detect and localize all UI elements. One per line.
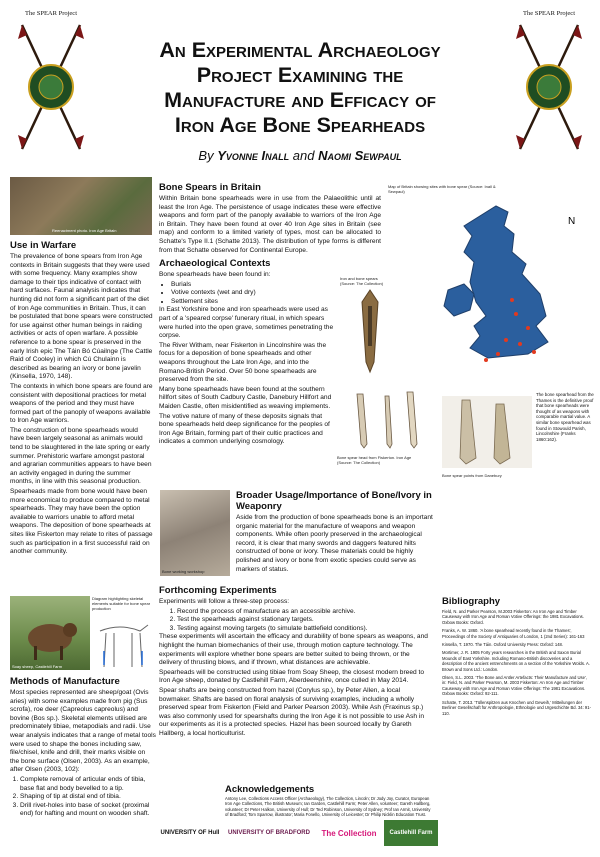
logo-the-collection	[318, 820, 380, 846]
methods-step-1: 1. Complete removal of articular ends of tibia, base flat and body bevelled to a tip.	[20, 776, 156, 793]
bone-points-figure	[442, 396, 532, 481]
contexts-bullet-1: • Burials	[171, 281, 335, 290]
logo-right	[508, 10, 590, 162]
warfare-p3: The construction of bone spearheads would have been largely seasonal as animals would tend to be slaughtered in the late spring or early summer. Prehistoric warfare amongst pastoral and agrarian communities appears to have been an activity engaged in during the summer months, in line with this seasonal production.	[10, 426, 152, 486]
contexts-p1: In East Yorkshire bone and iron spearheads were used as part of a 'speared corpse' funerary ritual, in which spears were hurled into the open grave, sometimes penetrating the corpse.	[159, 306, 334, 340]
thames-note: The bone spearhead from the Thames is the definitive proof that bone spearheads were thought of as weapons with comparable martial value. A similar bone spearhead was found in Stowould Parish, Lincolnshire (Franks 1860:162).	[536, 392, 594, 442]
crossed-spears-logo-icon	[508, 17, 590, 157]
contexts-p2: The River Witham, near Fiskerton in Lincolnshire was the focus for a deposition of bone spearheads and other weapons throughout the Late Iron Age, and into the Romano-British Period. Over 50 bone spearheads are preserved from the site.	[159, 341, 327, 384]
logo-castlehill-text: Castlehill Farm	[389, 830, 433, 836]
bibliography-section	[442, 596, 592, 719]
and-label: and	[292, 148, 315, 163]
poster-title	[105, 38, 495, 138]
logo-university-hull	[160, 820, 220, 846]
bib-entry: Mortimer, J. R. 1905 Forty years researches in the British and Saxon Burial Mounds of East Yorkshire. Including Romano-British discoveries and a description of the ancient entrenchments on a section of the Yorkshire Wolds. A. Brown and Sons Ltd.: London.	[442, 650, 590, 672]
forthcoming-heading: Forthcoming Experiments	[159, 585, 277, 596]
author-1: Yvonne Inall	[217, 148, 290, 163]
workshop-caption: Bone working workshop	[162, 569, 205, 574]
britain-map	[388, 184, 592, 384]
logo-university-bradford	[224, 820, 314, 846]
title-line-1: An Experimental Archaeology	[159, 38, 441, 62]
methods-text: Most species represented are sheep/goat (Ovis aries) with some examples made from pig (Sus scrofa), roe deer (Capreolus capreolus) and bovine (Bos sp.). Skeletal elements utilised are predominately tibiae, metapodials and radii. Use wear analysis indicates that a range of metal tools were used to shape the bones including saw, file/chisel, knife and drill, their marks visible on the bone surface (Olsen, 2003). As an example, after Olsen (2003, 102):	[10, 689, 156, 774]
reenactment-photo	[10, 177, 152, 235]
spears-figure	[340, 276, 390, 386]
britain-map-icon	[388, 194, 592, 384]
contexts-p3: Many bone spearheads have been found at the southern hillfort sites of South Cadbury Castle, Danebury Hillfort and Maiden Castle, often misidentified as weaving implements.	[159, 385, 332, 410]
forthcoming-p3: Spear shafts are being constructed from hazel (Corylus sp.), by Peter Allen, a local bowmaker. Shafts are based on floral analysis of surviving examples, including a wholly preserved spear from Fiskerton (Field and Parker Pearson 2003). While Ash (Fraxinus sp.) was also commonly used for spearshafts during the Iron Age it is not possible to use Ash in our experiments as it is a protected species. Hazel has been sourced locally by Gareth Hallberg, a local horticulturist.	[159, 686, 424, 737]
contexts-bullet-2: • Votive contexts (wet and dry)	[171, 289, 335, 298]
forthcoming-step-3: 3. Testing against moving targets (to simulate battlefield conditions).	[177, 625, 431, 634]
acknowledgements-heading: Acknowledgements	[225, 784, 315, 795]
crossed-spears-logo-icon	[10, 17, 92, 157]
sheep-icon	[10, 596, 90, 670]
witham-figure	[337, 390, 437, 480]
title-line-3: Manufacture and Efficacy of	[164, 88, 436, 112]
logo-collection-text: The Collection	[321, 828, 377, 838]
broader-usage-text: Aside from the production of bone spearheads bone is an important organic material for the manufacture of weapons and weapon components. While often poorly preserved in the archaeological record, it is clear that many swords and daggers featured hilts constructed of bone or ivory. These materials could be highly polished and ivory or bone from exotic species could serve as markers of status.	[236, 514, 433, 573]
diagram-caption: Diagram highlighting skeletal elements suitable for bone spear production	[92, 596, 151, 611]
methods-step-2: 2. Shaping of tip at distal end of tibia.	[20, 793, 156, 802]
witham-caption-source: (Source: The Collection)	[337, 460, 381, 465]
spear-image-icon	[340, 286, 390, 376]
logo-castlehill-farm	[384, 820, 438, 846]
bone-spear-drawing-icon	[337, 390, 437, 450]
forthcoming-step-1: 1. Record the process of manufacture as an accessible archive.	[177, 608, 431, 617]
logo-hull-text: UNIVERSITY OF Hull	[160, 830, 220, 836]
svg-text:N: N	[568, 216, 576, 227]
warfare-p4: Spearheads made from bone would have been more economical to produce compared to metal spearheads. They may have been the option available to warriors unable to afford metal weapons. The deposition of bone spearheads at sites like Fiskerton may relate to rites of passage such as participation in a first successful raid on another community.	[10, 488, 153, 556]
broader-usage-section	[236, 490, 438, 574]
contexts-p4: The votive nature of many of these deposits signals that bone spearheads held deep significance for the peoples of Iron Age Britain, forming part of their cultic practices and indicates a common underlying cosmology.	[159, 412, 330, 446]
sheep-caption: Soay sheep, Castlehill Farm	[12, 664, 63, 669]
title-line-2: Project Examining the	[196, 63, 404, 87]
witham-caption: Bone spear head from Fiskerton. Iron Age	[337, 455, 412, 460]
skeleton-diagram-icon	[92, 611, 154, 673]
use-in-warfare-section	[10, 240, 153, 558]
bone-spears-heading: Bone Spears in Britain	[159, 182, 261, 193]
by-label: By	[198, 148, 214, 163]
bib-entry: Olsen, S.L. 2003. 'The Bone and Antler Artefacts: Their Manufacture and Use', in: Field, N. and Parker Pearson, M. 2003 Fiskerton: An Iron Age and Timber Causeway with Iron Age and Roman Votive Offerings: The 1981 Excavations. Oxbow Books: Oxford: 92-111.	[442, 675, 587, 697]
authors	[150, 148, 450, 163]
reenactment-caption: Reenactment photo. Iron Age Britain	[52, 228, 117, 233]
forthcoming-p1: These experiments will ascertain the efficacy and durability of bone spears as weapons, and highlight the human biomechanics of their use, through motion capture technology. The experiments will explore whether bone spears are better suited to being thrown, or the delivery of thrusting blows, and if thrown, what distances are achievable.	[159, 633, 428, 667]
logo-caption-right: The SPEAR Project	[523, 10, 575, 17]
bone-workshop-photo	[160, 490, 230, 576]
title-line-4: Iron Age Bone Spearheads	[174, 113, 426, 137]
forthcoming-section	[159, 585, 431, 740]
contexts-intro: Bone spearheads have been found in:	[159, 271, 271, 278]
logo-bradford-text: UNIVERSITY OF BRADFORD	[228, 830, 310, 836]
methods-step-3: 3. Drill rivet-holes into base of socket (proximal end) for hafting and mount on wooden shaft.	[20, 802, 156, 819]
bib-entry: Field, N. and Parker Pearson, M.2003 Fiskerton: An Iron Age and Timber Causeway with Iron Age and Roman Votive Offerings: the 1981 Excavations. Oxbow Books: Oxford.	[442, 609, 584, 625]
skeleton-diagram	[92, 596, 154, 670]
spear-caption-source: (Source: The Collection)	[340, 281, 384, 286]
author-2: Naomi Sewpaul	[318, 148, 402, 163]
archaeological-contexts-section	[159, 258, 335, 448]
logo-left	[10, 10, 92, 162]
warfare-p2: The contexts in which bone spears are found are consistent with depositional practices for metal weapons of the period and they must have formed part of the panoply of weapons available to Iron Age warriors.	[10, 382, 153, 425]
bone-points-photo-icon	[442, 396, 532, 468]
map-caption: Map of Britain showing sites with bone spear (Source: Inall & Sewpaul)	[388, 184, 496, 194]
logo-caption: The SPEAR Project	[25, 10, 77, 17]
use-in-warfare-heading: Use in Warfare	[10, 240, 77, 251]
broader-usage-heading: Broader Usage/Importance of Bone/Ivory in Weaponry	[236, 490, 432, 512]
bibliography-heading: Bibliography	[442, 596, 501, 607]
bone-spears-section	[159, 182, 381, 255]
methods-heading: Methods of Manufacture	[10, 676, 120, 687]
points-caption: Bone spear points from Danebury	[442, 473, 502, 478]
archaeological-contexts-heading: Archaeological Contexts	[159, 258, 271, 269]
forthcoming-step-2: 2. Test the spearheads against stationary targets.	[177, 616, 431, 625]
acknowledgements-text: Antony Lee, Collections Access Officer (Archaeology), The Collection, Lincoln; Dr Jody Joy, Curator, European Iron Age Collections, The British Museum; Ian Garden, Castlehill Farm; Peter Allen, volunteer; Gareth Hallberg, volunteer; Dr Peter Halkon, University of Hull; Dr Ted Robinson, University of Sydney; Prof Ian Armit, University of Bradford; Tom Sparrow, illustrator; Maria Fonello, University of Leicester; Dr Philip Nicklin Education Trust.	[225, 796, 431, 818]
acknowledgements-section	[225, 784, 435, 818]
bone-spears-text: Within Britain bone spearheads were in use from the Palaeolithic until at least the Iron Age. The persistence of usage indicates these were effective weapons and form part of the panoply available to warriors of the Iron Age in Britain. They have been found at over 40 Iron Age sites in Britain (see map) and conform to a limited variety of types, most can be allocated to Schatte's Type II.1 (Schatte 2013). The distribution of type forms is different from that Schatte observed for Continental Europe.	[159, 195, 381, 254]
contexts-bullet-3: • Settlement sites	[171, 298, 335, 307]
spear-caption: Iron and bone spears	[340, 276, 378, 281]
forthcoming-p2: Spearheads will be constructed using tibiae from Soay Sheep, the closest modern breed to Iron Age sheep, donated by Castlehill Farm, Aberdeenshire, once culled in May 2014.	[159, 668, 425, 685]
bib-entry: Schatte, T. 2013. 'Tüllenspitzen aus Knochen und Geweih,' Mitteilungen der Berliner Gesellschaft für Anthropologie, Ethnologie und Urgeschichte Bd. 34: 91-110.	[442, 699, 591, 716]
forthcoming-intro: Experiments will follow a three-step process:	[159, 598, 290, 605]
soay-sheep-photo	[10, 596, 90, 670]
bib-entry: Franks, A. W. 1860. 'A bone spearhead recently found in the Thames', Proceedings of the Society of Antiquaries of London, 1 (2nd Series): 161-163	[442, 628, 585, 639]
methods-section	[10, 676, 156, 819]
bib-entry: Kinsella, T. 1970. The Táin. Oxford University Press: Oxford: 148.	[442, 642, 564, 648]
warfare-p1: The prevalence of bone spears from Iron Age contexts in Britain suggests that they were used with some frequency. Many examples show damage to their tips indicative of contact with hard surfaces. Faunal analysis indicates that hunting did not form a significant part of the diet of Iron Age communities in Britain. Thus, it can be postulated that bone spears were constructed for use against other human beings in raiding activities or acts of open warfare. A possible reference to a bone spear is preserved in the early Irish epic The Táin Bó Cúailnge (The Cattle Raid of Cooley) in which Cú Chulainn is described as bearing an ivory or bone javelin (Kinsella, 1970, 148).	[10, 253, 153, 381]
